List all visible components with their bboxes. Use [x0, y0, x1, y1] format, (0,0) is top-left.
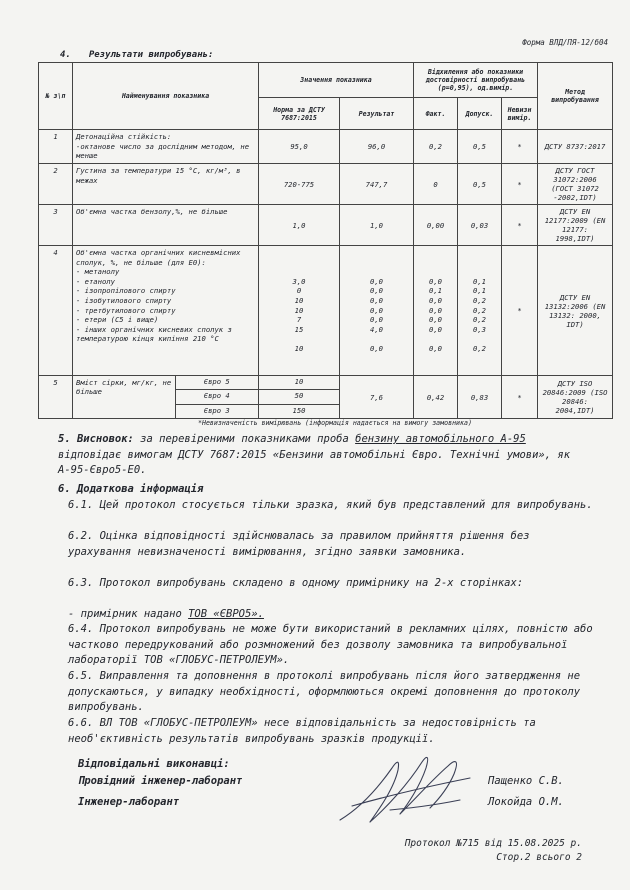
section-5-text-a: за перевіреними показниками проба — [133, 433, 356, 445]
row-uncert: * — [502, 246, 538, 376]
handwritten-signature — [330, 748, 480, 830]
sulfur-subtable — [73, 376, 258, 418]
row-norm: 3,0 0 10 10 7 15 10 — [259, 246, 340, 376]
sub-value: 150 — [292, 405, 306, 415]
table-row — [39, 246, 613, 376]
row-fact: 0,0 0,1 0,0 0,0 0,0 0,0 0,0 — [414, 246, 458, 376]
section-4-heading — [60, 50, 213, 60]
section-6-p1: 6.1. Цей протокол стосується тільки зразка, який був представлений для випробувань. — [68, 499, 593, 511]
section-4-number: 4. — [60, 50, 71, 60]
signature-name-2: Локойда О.М. — [488, 796, 564, 808]
header-name: Найменування показника — [73, 63, 259, 130]
signatures-title: Відповідальні виконавці: — [78, 758, 230, 770]
section-6-p5: 6.5. Виправлення та доповнення в протоколі випробувань після його затвердження не допускаються, у випадку необхідності, оформлюються окремі доповнення до протоколу випробувань. — [68, 670, 581, 714]
footer-page: Стор.2 всього 2 — [496, 852, 582, 863]
header-norm: Норма за ДСТУ 7687:2015 — [259, 98, 340, 130]
sub-label: Євро 4 — [175, 390, 258, 404]
results-table — [38, 62, 613, 419]
header-num: № з\п — [39, 63, 73, 130]
table-row — [39, 205, 613, 246]
row-result: 1,0 — [340, 205, 414, 246]
row-allowed: 0,1 0,1 0,2 0,2 0,2 0,3 0,2 — [458, 246, 502, 376]
header-value-group: Значення показника — [259, 63, 414, 98]
section-6-p3b-text: - примірник надано — [68, 608, 189, 620]
row-name-cell — [73, 376, 259, 419]
section-6-title: 6. Додаткова інформація — [58, 483, 204, 495]
signature-role-1: Провідний інженер-лаборант — [78, 775, 243, 787]
row-uncert: * — [502, 130, 538, 164]
sub-value: 10 — [259, 376, 339, 390]
table-row — [39, 376, 613, 419]
row-allowed: 0,83 — [458, 376, 502, 419]
row-name: Об'ємна частка бензолу,%, не більше — [73, 205, 259, 246]
row-uncert: * — [502, 376, 538, 419]
row-uncert: * — [502, 164, 538, 205]
header-fact: Факт. — [414, 98, 458, 130]
signature-role-2: Інженер-лаборант — [78, 796, 180, 808]
section-6-p2: 6.2. Оцінка відповідності здійснювалась за правилом прийняття рішення без урахування невизначеності вимірювання, згідно заявки замовника. — [68, 530, 530, 558]
section-6-p3: 6.3. Протокол випробувань складено в одному примірнику на 2-х сторінках: — [68, 577, 524, 589]
section-5-conclusion — [58, 432, 594, 479]
row-fact: 0,00 — [414, 205, 458, 246]
section-6-p3b — [58, 607, 594, 623]
section-5-label: 5. Висновок: — [58, 433, 134, 445]
row-result: 96,0 — [340, 130, 414, 164]
header-method: Метод випробування — [538, 63, 613, 130]
row-allowed: 0,5 — [458, 164, 502, 205]
row-num: 5 — [39, 376, 73, 419]
row-num: 2 — [39, 164, 73, 205]
row-result: 0,0 0,0 0,0 0,0 0,0 4,0 0,0 — [340, 246, 414, 376]
row-name: Вміст сірки, мг/кг, не більше — [73, 376, 175, 418]
row-method: ДСТУ EN 13132:2006 (EN 13132: 2000, IDT) — [538, 246, 613, 376]
row-name: Об'ємна частка органічних кисневмісних сполук, %, не більше (для Е0): - метанолу - етанолу - ізопропілового спирту - ізобутилового спирту - третбутилового спирту - етери (С5 і вище) - інших органічних кисневих сполук з температурою кінця кипіння 210 °С — [73, 246, 259, 376]
row-name: Детонаційна стійкість: -октанове число за дослідним методом, не менше — [73, 130, 259, 164]
row-norm: 720-775 — [259, 164, 340, 205]
row-allowed: 0,03 — [458, 205, 502, 246]
row-allowed: 0,5 — [458, 130, 502, 164]
row-num: 1 — [39, 130, 73, 164]
footer-protocol: Протокол №715 від 15.08.2025 р. — [404, 838, 582, 849]
section-6-p6: 6.6. ВЛ ТОВ «ГЛОБУС-ПЕТРОЛЕУМ» несе відповідальність за недостовірність та необ'єктивність результатів випробувань зразків продукції. — [68, 717, 536, 745]
row-num: 3 — [39, 205, 73, 246]
signature-name-1: Пащенко С.В. — [488, 775, 564, 787]
sub-label: Євро 5 — [175, 376, 258, 390]
header-result: Результат — [340, 98, 414, 130]
form-code: Форма ВЛД/ПЯ-12/б04 — [522, 38, 608, 47]
header-deviation-group: Відхилення або показники достовірності випробувань (р=0,95), од.вимір. — [414, 63, 538, 98]
header-uncertainty: Невизн вимір. — [502, 98, 538, 130]
row-norm-cell — [259, 376, 340, 419]
row-norm: 1,0 — [259, 205, 340, 246]
row-method: ДСТУ ISO 20846:2009 (ISO 20846: 2004,IDT) — [538, 376, 613, 419]
section-6-p4: 6.4. Протокол випробувань не може бути використаний в рекламних цілях, повністю або частково передрукований або розмножений без дозволу замовника та випробувальної лабораторії ТОВ «ГЛОБУС-ПЕТРОЛЕУМ». — [68, 623, 593, 667]
row-fact: 0,42 — [414, 376, 458, 419]
row-num: 4 — [39, 246, 73, 376]
row-method: ДСТУ ГОСТ 31072:2006 (ГОСТ 31072 -2002,IDT) — [538, 164, 613, 205]
row-fact: 0,2 — [414, 130, 458, 164]
row-name: Густина за температури 15 °С, кг/м³, в межах — [73, 164, 259, 205]
row-norm: 95,0 — [259, 130, 340, 164]
sulfur-norm-subtable — [259, 376, 339, 418]
section-5-product: бензину автомобільного А-95 — [355, 433, 526, 445]
row-method: ДСТУ 8737:2017 — [538, 130, 613, 164]
table-row — [39, 130, 613, 164]
row-result: 7,6 — [340, 376, 414, 419]
row-method: ДСТУ EN 12177:2009 (EN 12177: 1998,IDT) — [538, 205, 613, 246]
sub-label: Євро 3 — [203, 405, 230, 415]
header-allowed: Допуск. — [458, 98, 502, 130]
footnote: *Невизначеність вимірювань (інформація надається на вимогу замовника) — [198, 419, 472, 427]
section-4-title: Результати випробувань: — [88, 50, 214, 60]
table-row — [39, 164, 613, 205]
row-fact: 0 — [414, 164, 458, 205]
sub-value: 50 — [259, 390, 339, 404]
section-6-p3b-client: ТОВ «ЄВРО5». — [188, 608, 264, 620]
row-uncert: * — [502, 205, 538, 246]
row-result: 747,7 — [340, 164, 414, 205]
section-5-text-b: відповідає вимогам ДСТУ 7687:2015 «Бензини автомобільні Євро. Технічні умови», як А-95-Євро5-Е0. — [58, 448, 571, 477]
